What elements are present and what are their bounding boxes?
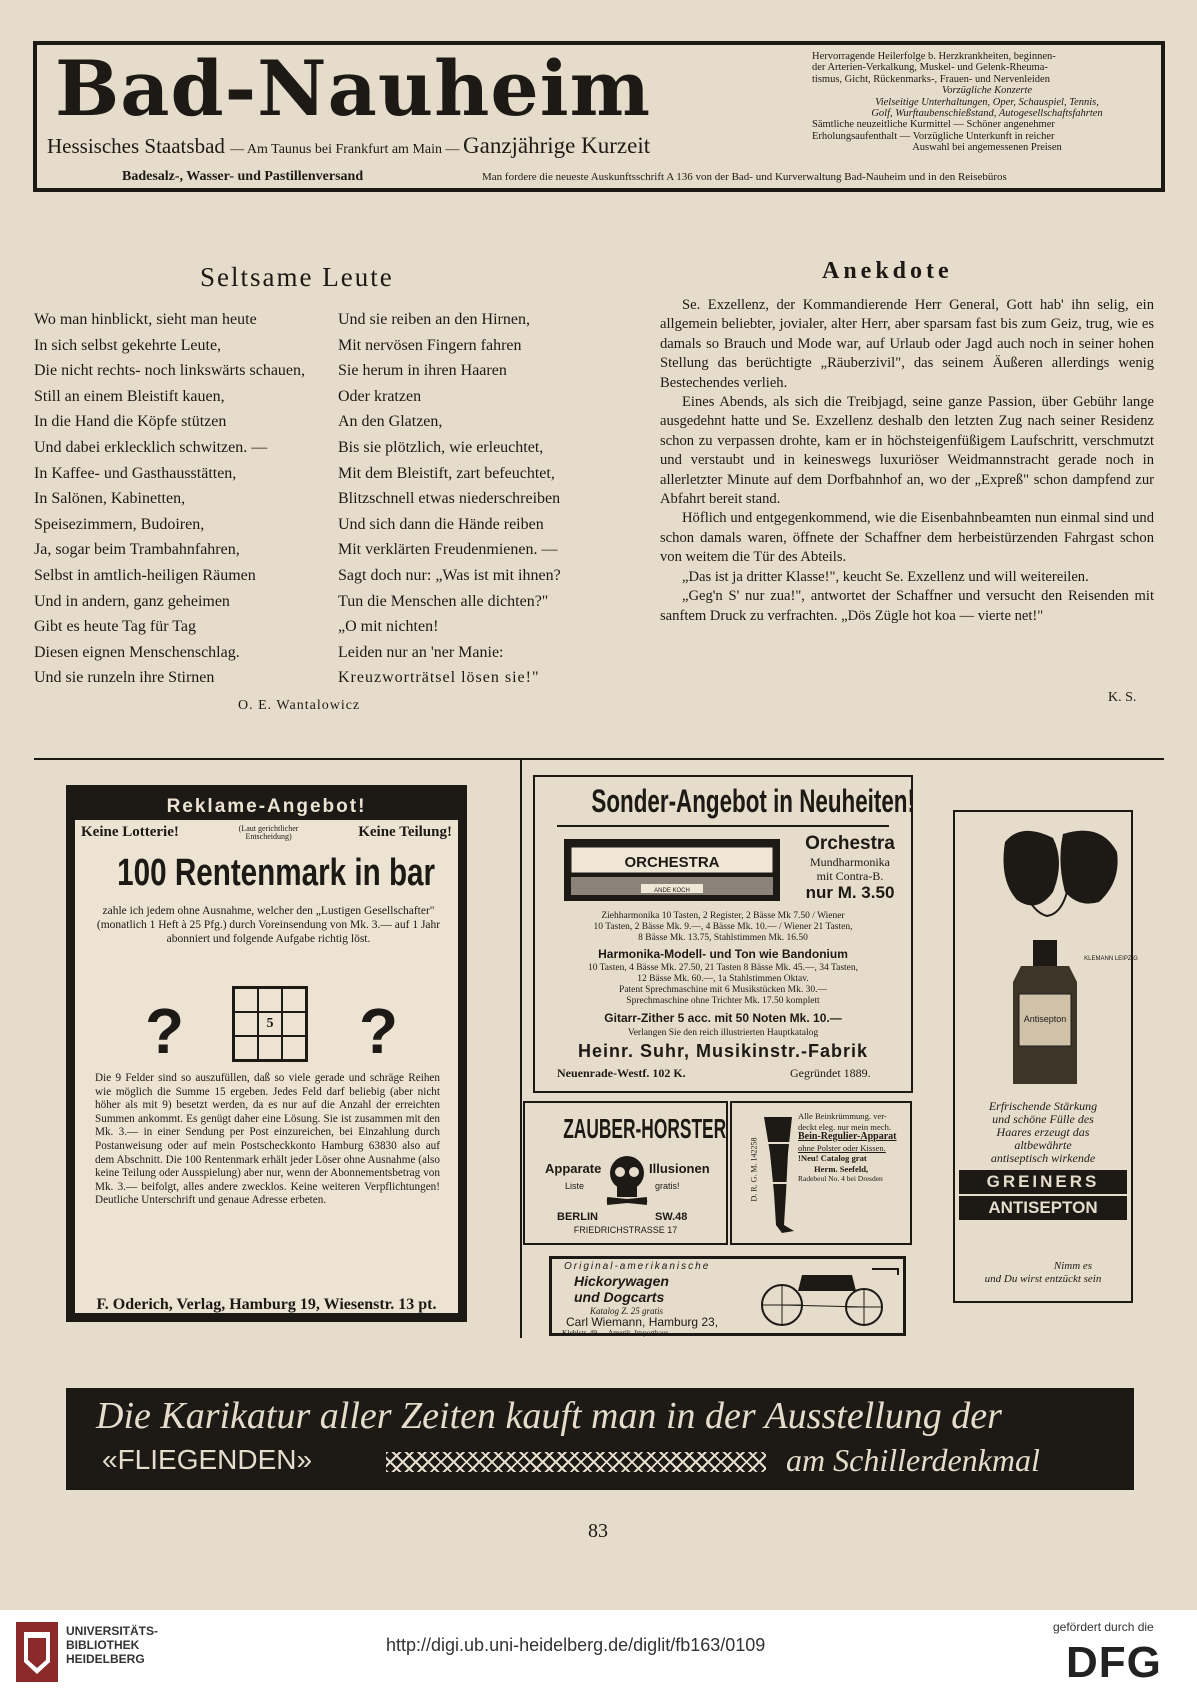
carriage-icon <box>752 1265 902 1331</box>
poem-line: Und sich dann die Hände reiben <box>338 515 544 533</box>
reklame-mid: (Laut gerichtlicher Entscheidung) <box>238 823 299 841</box>
anecdote-signature: K. S. <box>1108 690 1137 705</box>
bein-line: Bein-Regulier-Apparat <box>798 1131 897 1142</box>
zauber-city: BERLIN <box>557 1211 598 1223</box>
grid-cell-center: 5 <box>258 1012 282 1036</box>
bad-nauheim-ad <box>33 41 1165 192</box>
ad-feature-line: Hervorragende Heilerfolge b. Herzkrankheiten, beginnen- <box>812 51 1056 62</box>
section-divider <box>34 758 1164 760</box>
poem-line: Leiden nur an 'ner Manie: <box>338 643 504 661</box>
ad-feature-line: Auswahl bei angemessenen Preisen <box>912 142 1062 154</box>
poem-line: Blitzschnell etwas niederschreiben <box>338 490 561 508</box>
zauber-left: Apparate <box>545 1161 602 1176</box>
sonder-line: 10 Tasten, 2 Bässe Mk. 9.—, 4 Bässe Mk. 10.— / Wiener 21 Tasten, <box>593 922 853 932</box>
puzzle-grid <box>232 986 308 1062</box>
harmonica-icon <box>563 835 781 905</box>
sonder-line: Ziehharmonika 10 Tasten, 2 Register, 2 Bässe Mk 7.50 / Wiener <box>601 911 845 921</box>
bottle-illustration <box>961 822 1138 1092</box>
grid-cell <box>234 1012 258 1036</box>
greiner-line: Nimm es <box>1053 1260 1093 1272</box>
reklame-header: Reklame-Angebot! <box>75 794 458 820</box>
ad-feature-line: Sämtliche neuzeitliche Kurmittel — Schöner angenehmer <box>812 119 1055 131</box>
institution-line: HEIDELBERG <box>66 1652 145 1666</box>
orchestra-line: Mundharmonika <box>810 855 890 869</box>
bottle-label: Antisepton <box>1023 1014 1067 1024</box>
poem-line: Wo man hinblickt, sieht man heute <box>34 311 257 328</box>
orchestra-info <box>795 833 905 903</box>
greiner-text <box>955 1100 1131 1165</box>
anecdote-paragraph: Höflich und entgegenkommend, wie die Eisenbahnbeamten nun einmal sind und schon damals waren, öffnete der Schaffner dem herbeistürzenden Fahrgast schon von weitem die Tür des Abteils. <box>660 510 1154 566</box>
orchestra-line: mit Contra-B. <box>816 869 884 883</box>
university-seal-icon <box>12 1618 62 1686</box>
zither-line: Gitarr-Zither 5 acc. mit 50 Noten Mk. 10.— <box>604 1011 842 1025</box>
grid-cell <box>258 988 282 1012</box>
ad-feature-line: tismus, Gicht, Rückenmarks-, Frauen- und Nervenleiden <box>812 73 1050 85</box>
poem-line: Die nicht rechts- noch linkswärts schauen, <box>34 362 306 380</box>
hickory-line: Original-amerikanische <box>564 1261 711 1272</box>
sonder-title-underline <box>557 825 889 827</box>
poem-line: Mit verklärten Freudenmienen. — <box>338 541 558 559</box>
grid-cell <box>282 1012 306 1036</box>
greiner-product: ANTISEPTON <box>959 1196 1127 1220</box>
sonder-lines <box>541 911 905 944</box>
hickory-line: und Dogcarts <box>574 1289 665 1305</box>
sonder-line: Sprechmaschine ohne Trichter Mk. 17.50 komplett <box>626 996 820 1006</box>
harmonica-sub: ANDE KOCH <box>654 888 690 894</box>
bein-line: Alle Beinkrümmung. ver- <box>798 1111 887 1121</box>
poem-line: Und in andern, ganz geheimen <box>34 592 230 610</box>
hickory-line: Kleblstr. 49 — Amerik. Importhaus <box>562 1328 669 1337</box>
ad-brand: Bad-Nauheim <box>55 44 652 133</box>
poem-line: Und sie runzeln ihre Stirnen <box>34 669 215 687</box>
banner-fliegenden: «FLIEGENDEN» <box>102 1444 313 1475</box>
anecdote-text <box>660 296 1154 626</box>
bein-line: !Neu! Catalog grat <box>798 1153 867 1163</box>
poem-line: Mit dem Bleistift, zart befeuchtet, <box>338 464 555 482</box>
bein-line: Radebeul No. 4 bei Dresden <box>798 1174 883 1183</box>
poem-line: Bis sie plötzlich, wie erleuchtet, <box>338 438 544 456</box>
zauber-horster-ad <box>523 1101 728 1245</box>
institution-line: UNIVERSITÄTS- <box>66 1624 159 1638</box>
bein-patent: D. R. G. M. 142258 <box>749 1137 759 1202</box>
bandonium-lines <box>541 963 905 1007</box>
anecdote-paragraph: „Geg'n S' nur zua!", antwortet der Schaffner und versucht den Reisenden mit sanftem Druck zu verfrachten. „Dös Zügle hot koa — vierte net!" <box>660 588 1154 624</box>
greiner-line: antiseptisch wirkende <box>990 1151 1096 1165</box>
reklame-subheader <box>81 824 452 841</box>
ad-subtitle-left: Hessisches Staatsbad <box>47 134 225 158</box>
poem-line: Sie herum in ihren Haaren <box>338 362 507 380</box>
poem-line: An den Glatzen, <box>338 413 443 431</box>
poem-line: Still an einem Bleistift kauen, <box>34 387 225 405</box>
ad-feature-line: Golf, Wurftaubenschießstand, Autogesellschaftsfahrten <box>871 108 1103 120</box>
zauber-title: ZAUBER-HORSTER <box>563 1113 727 1144</box>
zauber-right: Illusionen <box>649 1161 710 1176</box>
poem-line: Selbst in amtlich-heiligen Räumen <box>34 566 256 584</box>
anecdote-title: Anekdote <box>822 258 953 284</box>
fliegenden-banner <box>66 1388 1134 1490</box>
poem-line: Sagt doch nur: „Was ist mit ihnen? <box>338 566 561 584</box>
zauber-district: SW.48 <box>655 1211 688 1223</box>
bein-text <box>798 1111 910 1185</box>
sonder-founded: Gegründet 1889. <box>790 1066 871 1080</box>
greiner-brand: GREINERS <box>959 1170 1127 1194</box>
greiner-line: Haares erzeugt das <box>996 1125 1090 1139</box>
poem-line: Speisezimmern, Budoiren, <box>34 515 205 533</box>
bein-regulier-ad <box>730 1101 912 1245</box>
poem-left-column <box>34 307 305 691</box>
dfg-logo: DFG <box>1066 1638 1162 1687</box>
source-url-link[interactable]: http://digi.ub.uni-heidelberg.de/diglit/fb163/0109 <box>386 1635 766 1655</box>
greiner-line: Erfrischende Stärkung <box>988 1099 1098 1113</box>
bandonium-head: Harmonika-Modell- und Ton wie Bandonium <box>598 947 848 961</box>
greiner-line: und schöne Fülle des <box>992 1112 1094 1126</box>
ad-info: Man fordere die neueste Auskunftsschrift A 136 von der Bad- und Kurverwaltung Bad-Nauheim und in den Reisebüros <box>482 171 1007 183</box>
poem-right-column <box>338 307 561 691</box>
reklame-intro: zahle ich jedem ohne Ausnahme, welcher den „Lustigen Gesellschafter" (monatlich 1 Heft à 25 Pfg.) durch Voreinsendung von Mk. 3.— auf 1 Jahr abonniert und folgende Aufgabe richtig löst. <box>96 905 441 945</box>
greiner-line: altbewährte <box>1014 1138 1072 1152</box>
poem-line: „O mit nichten! <box>338 618 439 636</box>
reklame-headline: 100 Rentenmark in bar <box>117 852 436 894</box>
sonder-place: Neuenrade-Westf. 102 K. <box>557 1066 686 1080</box>
column-divider <box>520 758 522 1338</box>
hickory-line: Katalog Z. 25 gratis <box>590 1306 664 1316</box>
anecdote-paragraph: „Das ist ja dritter Klasse!", keucht Se. Exzellenz und will weitereilen. <box>682 568 1089 585</box>
sonder-angebot-ad <box>533 775 913 1093</box>
greiner-antisepton-ad <box>953 810 1138 1303</box>
zauber-gratis: gratis! <box>655 1181 680 1191</box>
reklame-footer: F. Oderich, Verlag, Hamburg 19, Wiesenstr. 13 pt. <box>96 1296 437 1313</box>
orchestra-price: nur M. 3.50 <box>805 883 895 902</box>
greiner-footer <box>955 1260 1131 1286</box>
grid-cell <box>234 988 258 1012</box>
reklame-ad <box>66 785 467 1322</box>
poem-line: Und sie reiben an den Hirnen, <box>338 311 530 328</box>
catalog-line: Verlangen Sie den reich illustrierten Hauptkatalog <box>627 1028 819 1038</box>
ad-shipping: Badesalz-, Wasser- und Pastillenversand <box>122 169 364 184</box>
skull-icon <box>603 1153 651 1205</box>
sonder-line: 8 Bässe Mk. 13.75, Stahlstimmen Mk. 16.50 <box>638 933 808 943</box>
ad-subtitle: Hessisches Staatsbad — Am Taunus bei Frankfurt am Main — Ganzjährige Kurzeit <box>47 133 651 158</box>
greiner-line: und Du wirst entzückt sein <box>984 1273 1102 1285</box>
bein-line: deckt eleg. nur mein mech. <box>798 1121 892 1132</box>
grid-cell <box>282 1036 306 1060</box>
leg-brace-icon <box>758 1113 798 1237</box>
question-mark-left: ? <box>145 995 185 1067</box>
banner-line-1: Die Karikatur aller Zeiten kauft man in der Ausstellung der <box>96 1395 1002 1437</box>
ad-subtitle-mid: Am Taunus bei Frankfurt am Main <box>246 142 442 157</box>
poem-line: In die Hand die Köpfe stützen <box>34 413 227 431</box>
institution-name <box>66 1624 158 1666</box>
page-number: 83 <box>588 1520 608 1542</box>
ad-feature-line: Vorzügliche Konzerte <box>941 85 1033 97</box>
sonder-firm: Heinr. Suhr, Musikinstr.-Fabrik <box>577 1041 869 1061</box>
hickory-ad <box>549 1256 906 1336</box>
ad-feature-line: der Arterien-Verkalkung, Muskel- und Gelenk-Rheuma- <box>812 62 1048 74</box>
ad-feature-line: Erholungsaufenthalt — Vorzügliche Unterkunft in reicher <box>812 130 1055 142</box>
reklame-rules: Die 9 Felder sind so auszufüllen, daß so viele gerade und schräge Reihen wie möglich die Summe 15 ergeben. Jedes Feld darf beliebig (aber nicht höher als mit 9) besetzt werden, da es nur auf die Anzahl der erreichten Summen ankommt. Es genügt daher eine Lösung. Sie ist zusammen mit den Mk. 3.— in einer Sendung per Post einzureichen, bei Einzahlung durch Postanweisung oder auf mein Postscheckkonto Hamburg 63830 also auf dem Abschnitt. Die 100 Rentenmark erhält jeder Löser ohne Ausnahme (also keine Teilung oder Ausspielung) aber nur, wenn der Abonnementsbetrag von Mk. 3.— beifolgt, alles andere zwecklos. Keine weiteren Verpflichtungen! Deutliche Unterschrift und genaue Adresse erbeten. <box>95 1072 440 1207</box>
poem-line: Tun die Menschen alle dichten?" <box>338 592 549 610</box>
grid-cell <box>258 1036 282 1060</box>
poem-line: Ja, sogar beim Trambahnfahren, <box>34 541 240 559</box>
poem-line: Kreuzworträtsel lösen sie!" <box>338 669 540 687</box>
poem-line: Oder kratzen <box>338 387 422 405</box>
bein-line: ohne Polster oder Kissen. <box>798 1142 886 1153</box>
harmonica-label: ORCHESTRA <box>624 854 720 871</box>
poem-line: In Kaffee- und Gasthausstätten, <box>34 464 237 482</box>
poem-author: O. E. Wantalowicz <box>238 698 361 713</box>
poem-line: In Salönen, Kabinetten, <box>34 490 186 508</box>
funding-note: gefördert durch die <box>1053 1620 1154 1634</box>
ad-feature-line: Vielseitige Unterhaltungen, Oper, Schauspiel, Tennis, <box>875 96 1099 108</box>
hickory-line: Carl Wiemann, Hamburg 23, <box>566 1315 719 1329</box>
orchestra-name: Orchestra <box>805 833 895 854</box>
grid-cell <box>282 988 306 1012</box>
zauber-liste: Liste <box>565 1181 585 1191</box>
sonder-line: 10 Tasten, 4 Bässe Mk. 27.50, 21 Tasten 8 Bässe Mk. 45.—, 34 Tasten, <box>587 963 859 973</box>
poem-title: Seltsame Leute <box>200 262 394 292</box>
question-mark-right: ? <box>359 995 399 1067</box>
anecdote-paragraph: Se. Exzellenz, der Kommandierende Herr General, Gott hab' ihn selig, ein allgemein beliebter, jovialer, alter Herr, aber sparsam fast bis zum Geiz, trug, wie es damals so Brauch und Mode war, auf Urlaub oder Jagd auch noch in seiner hohen Stellung das berüchtigte „Räuberzivil", das seinem Äußeren allerdings wenig Bestechendes verlieh. <box>660 297 1154 391</box>
bein-line: Herm. Seefeld, <box>814 1163 869 1174</box>
poem-line: Diesen eignen Menschenschlag. <box>34 643 240 661</box>
institution-line: BIBLIOTHEK <box>66 1638 140 1652</box>
digitization-footer <box>0 1610 1197 1698</box>
reklame-right: Keine Teilung! <box>358 824 452 840</box>
sonder-line: Patent Sprechmaschine mit 6 Musikstücken Mk. 30.— <box>619 985 827 995</box>
grid-cell <box>234 1036 258 1060</box>
sonder-line: 12 Bässe Mk. 60.—, 1a Stahlstimmen Oktav. <box>637 974 809 984</box>
reklame-left: Keine Lotterie! <box>81 824 179 840</box>
banner-line-2: am Schillerdenkmal <box>786 1442 1040 1478</box>
banner-ornament <box>386 1452 766 1472</box>
ad-features <box>812 51 1162 154</box>
ad-subtitle-right: Ganzjährige Kurzeit <box>463 133 651 158</box>
poem-line: Und dabei erklecklich schwitzen. — <box>34 438 268 456</box>
poem-line: Gibt es heute Tag für Tag <box>34 618 197 636</box>
zauber-street: FRIEDRICHSTRASSE 17 <box>573 1225 678 1235</box>
sonder-title: Sonder-Angebot in Neuheiten! <box>591 783 915 819</box>
poem-line: Mit nervösen Fingern fahren <box>338 336 522 354</box>
anecdote-paragraph: Eines Abends, als sich die Treibjagd, seine ganze Passion, über Gebühr lange ausgedehnt hatte und Se. Exzellenz deshalb den letzten Zug nach seiner Residenz schon zu verpassen drohte, kam er in höchsteigenfüßigem Laufschritt, verschmutzt und verstaubt und in keineswegs luxuriöser Weidmannstracht gerade noch in allerletzter Minute auf dem Dorfbahnhof an, wo der „Expreß" schon dampfend zur Abfahrt bereit stand. <box>660 394 1154 508</box>
poem-line: In sich selbst gekehrte Leute, <box>34 336 222 354</box>
artist-signature: KLEMANN LEIPZIG <box>1084 956 1138 962</box>
hickory-line: Hickorywagen <box>574 1273 669 1289</box>
